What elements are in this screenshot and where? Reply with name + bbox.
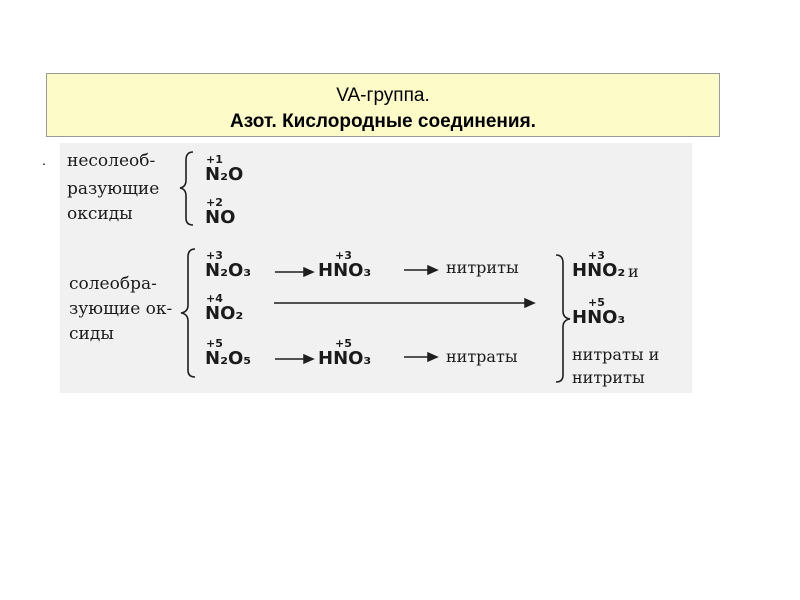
oxidation-state-result-1: +3 [588, 249, 605, 262]
arrow-n2o5-to-acid-head [304, 355, 313, 363]
oxidation-state-n2o5: +5 [206, 337, 223, 350]
oxidation-state-no: +2 [206, 196, 223, 209]
salt-label-1: солеобра- [69, 274, 157, 294]
arrow-acid-to-nitrites-head [428, 266, 437, 274]
product-nitrites: нитриты [446, 258, 519, 277]
oxidation-state-n2o: +1 [206, 153, 223, 166]
brace-non-salt [180, 152, 193, 225]
product-nitrates: нитраты [446, 347, 518, 366]
formula-acid-1: HNO₃ [318, 260, 372, 281]
formula-n2o: N₂O [205, 164, 244, 185]
non-salt-label-1: несолеоб- [67, 151, 156, 171]
slide-title: VA-группа. [336, 85, 430, 106]
salt-label-3: сиды [69, 324, 114, 344]
bullet-dot: . [42, 152, 46, 168]
result-text-1: нитраты и [572, 345, 660, 364]
formula-no: NO [205, 207, 236, 228]
result-text-2: нитриты [572, 368, 645, 387]
non-salt-label-2: разующие [67, 179, 160, 199]
formula-no2: NO₂ [205, 303, 244, 324]
salt-label-2: зующие ок- [69, 299, 173, 319]
oxidation-state-n2o3: +3 [206, 249, 223, 262]
oxidation-state-acid-2: +5 [335, 337, 352, 350]
arrow-n2o3-to-acid-head [304, 268, 313, 276]
brace-salt [181, 249, 195, 377]
arrow-no2-to-result-head [525, 299, 534, 307]
oxidation-state-acid-1: +3 [335, 249, 352, 262]
oxidation-state-no2: +4 [206, 292, 223, 305]
non-salt-label-3: оксиды [67, 204, 133, 224]
formula-result-hno3: HNO₃ [572, 307, 626, 328]
result-conjunction: и [628, 262, 639, 281]
formula-n2o5: N₂O₅ [205, 348, 252, 369]
brace-result [556, 255, 570, 382]
arrow-acid-to-nitrates-head [428, 353, 437, 361]
formula-result-hno2: HNO₂ [572, 260, 626, 281]
formula-acid-2: HNO₃ [318, 348, 372, 369]
oxidation-state-result-2: +5 [588, 296, 605, 309]
formula-n2o3: N₂O₃ [205, 260, 252, 281]
slide-subtitle: Азот. Кислородные соединения. [230, 111, 536, 132]
